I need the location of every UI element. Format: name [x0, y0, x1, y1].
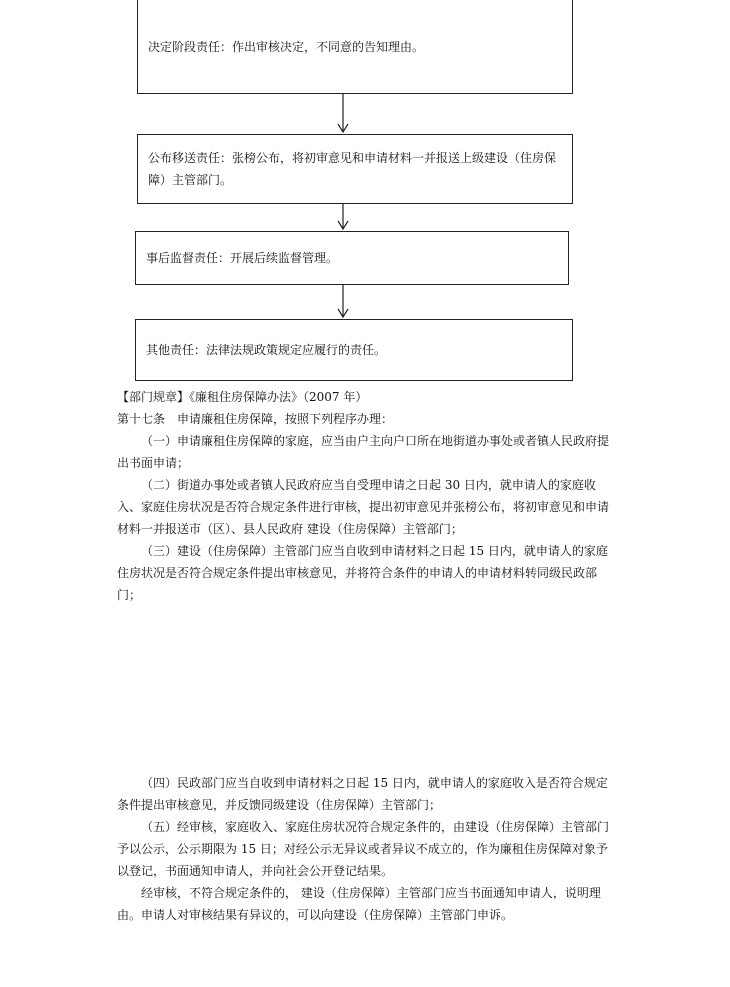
- flow-step-text: 事后监督责任：开展后续监督管理。: [146, 251, 339, 265]
- flow-step-text: 决定阶段责任：作出审核决定，不同意的告知理由。: [148, 40, 425, 54]
- heading-title: 《廉租住房保障办法》: [189, 390, 304, 404]
- regulation-heading: [117, 386, 613, 408]
- procedure-item-3: （三）建设（住房保障）主管部门应当自收到申请材料之日起 15 日内，就申请人的家庭住房状况是否符合规定条件提出审核意见，并将符合条件的申请人的申请材料转同级民政部门；: [117, 544, 608, 602]
- flow-step-decision: [137, 0, 573, 94]
- flowchart: [0, 0, 730, 380]
- article-line: 第十七条 申请廉租住房保障，按照下列程序办理：: [117, 412, 394, 426]
- procedure-item-4: （四）民政部门应当自收到申请材料之日起 15 日内，就申请人的家庭收入是否符合规定条件提出审核意见，并反馈同级建设（住房保障）主管部门；: [117, 776, 608, 812]
- heading-bracket: 【部门规章】: [117, 390, 190, 404]
- flow-step-text: 公布移送责任：张榜公布，将初审意见和申请材料一并报送上级建设（住房保障）主管部门。: [148, 151, 557, 187]
- flow-step-supervision: [135, 231, 569, 285]
- heading-year: （2007 年）: [303, 390, 368, 404]
- procedure-item-2: （二）街道办事处或者镇人民政府应当自受理申请之日起 30 日内，就申请人的家庭收入、家庭住房状况是否符合规定条件进行审核，提出初审意见并张榜公布，将初审意见和申请材料一并报送市（区）、县人民政府 建设（住房保障）主管部门；: [117, 478, 610, 536]
- regulation-continued: [117, 772, 613, 926]
- procedure-item-1: （一）申请廉租住房保障的家庭，应当由户主向户口所在地街道办事处或者镇人民政府提出书面申请；: [117, 434, 610, 470]
- procedure-rejection: 经审核，不符合规定条件的， 建设（住房保障）主管部门应当书面通知申请人，说明理由。申请人对审核结果有异议的，可以向建设（住房保障）主管部门申诉。: [117, 886, 601, 922]
- procedure-item-5: （五）经审核，家庭收入、家庭住房状况符合规定条件的，由建设（住房保障）主管部门予以公示，公示期限为 15 日；对经公示无异议或者异议不成立的，作为廉租住房保障对象予以登记，书面通知申请人，并向社会公开登记结果。: [117, 820, 610, 878]
- flow-step-other: [135, 319, 573, 381]
- flow-step-text: 其他责任：法律法规政策规定应履行的责任。: [146, 343, 387, 357]
- flow-step-publish: [137, 134, 573, 204]
- regulation-section: [117, 386, 613, 606]
